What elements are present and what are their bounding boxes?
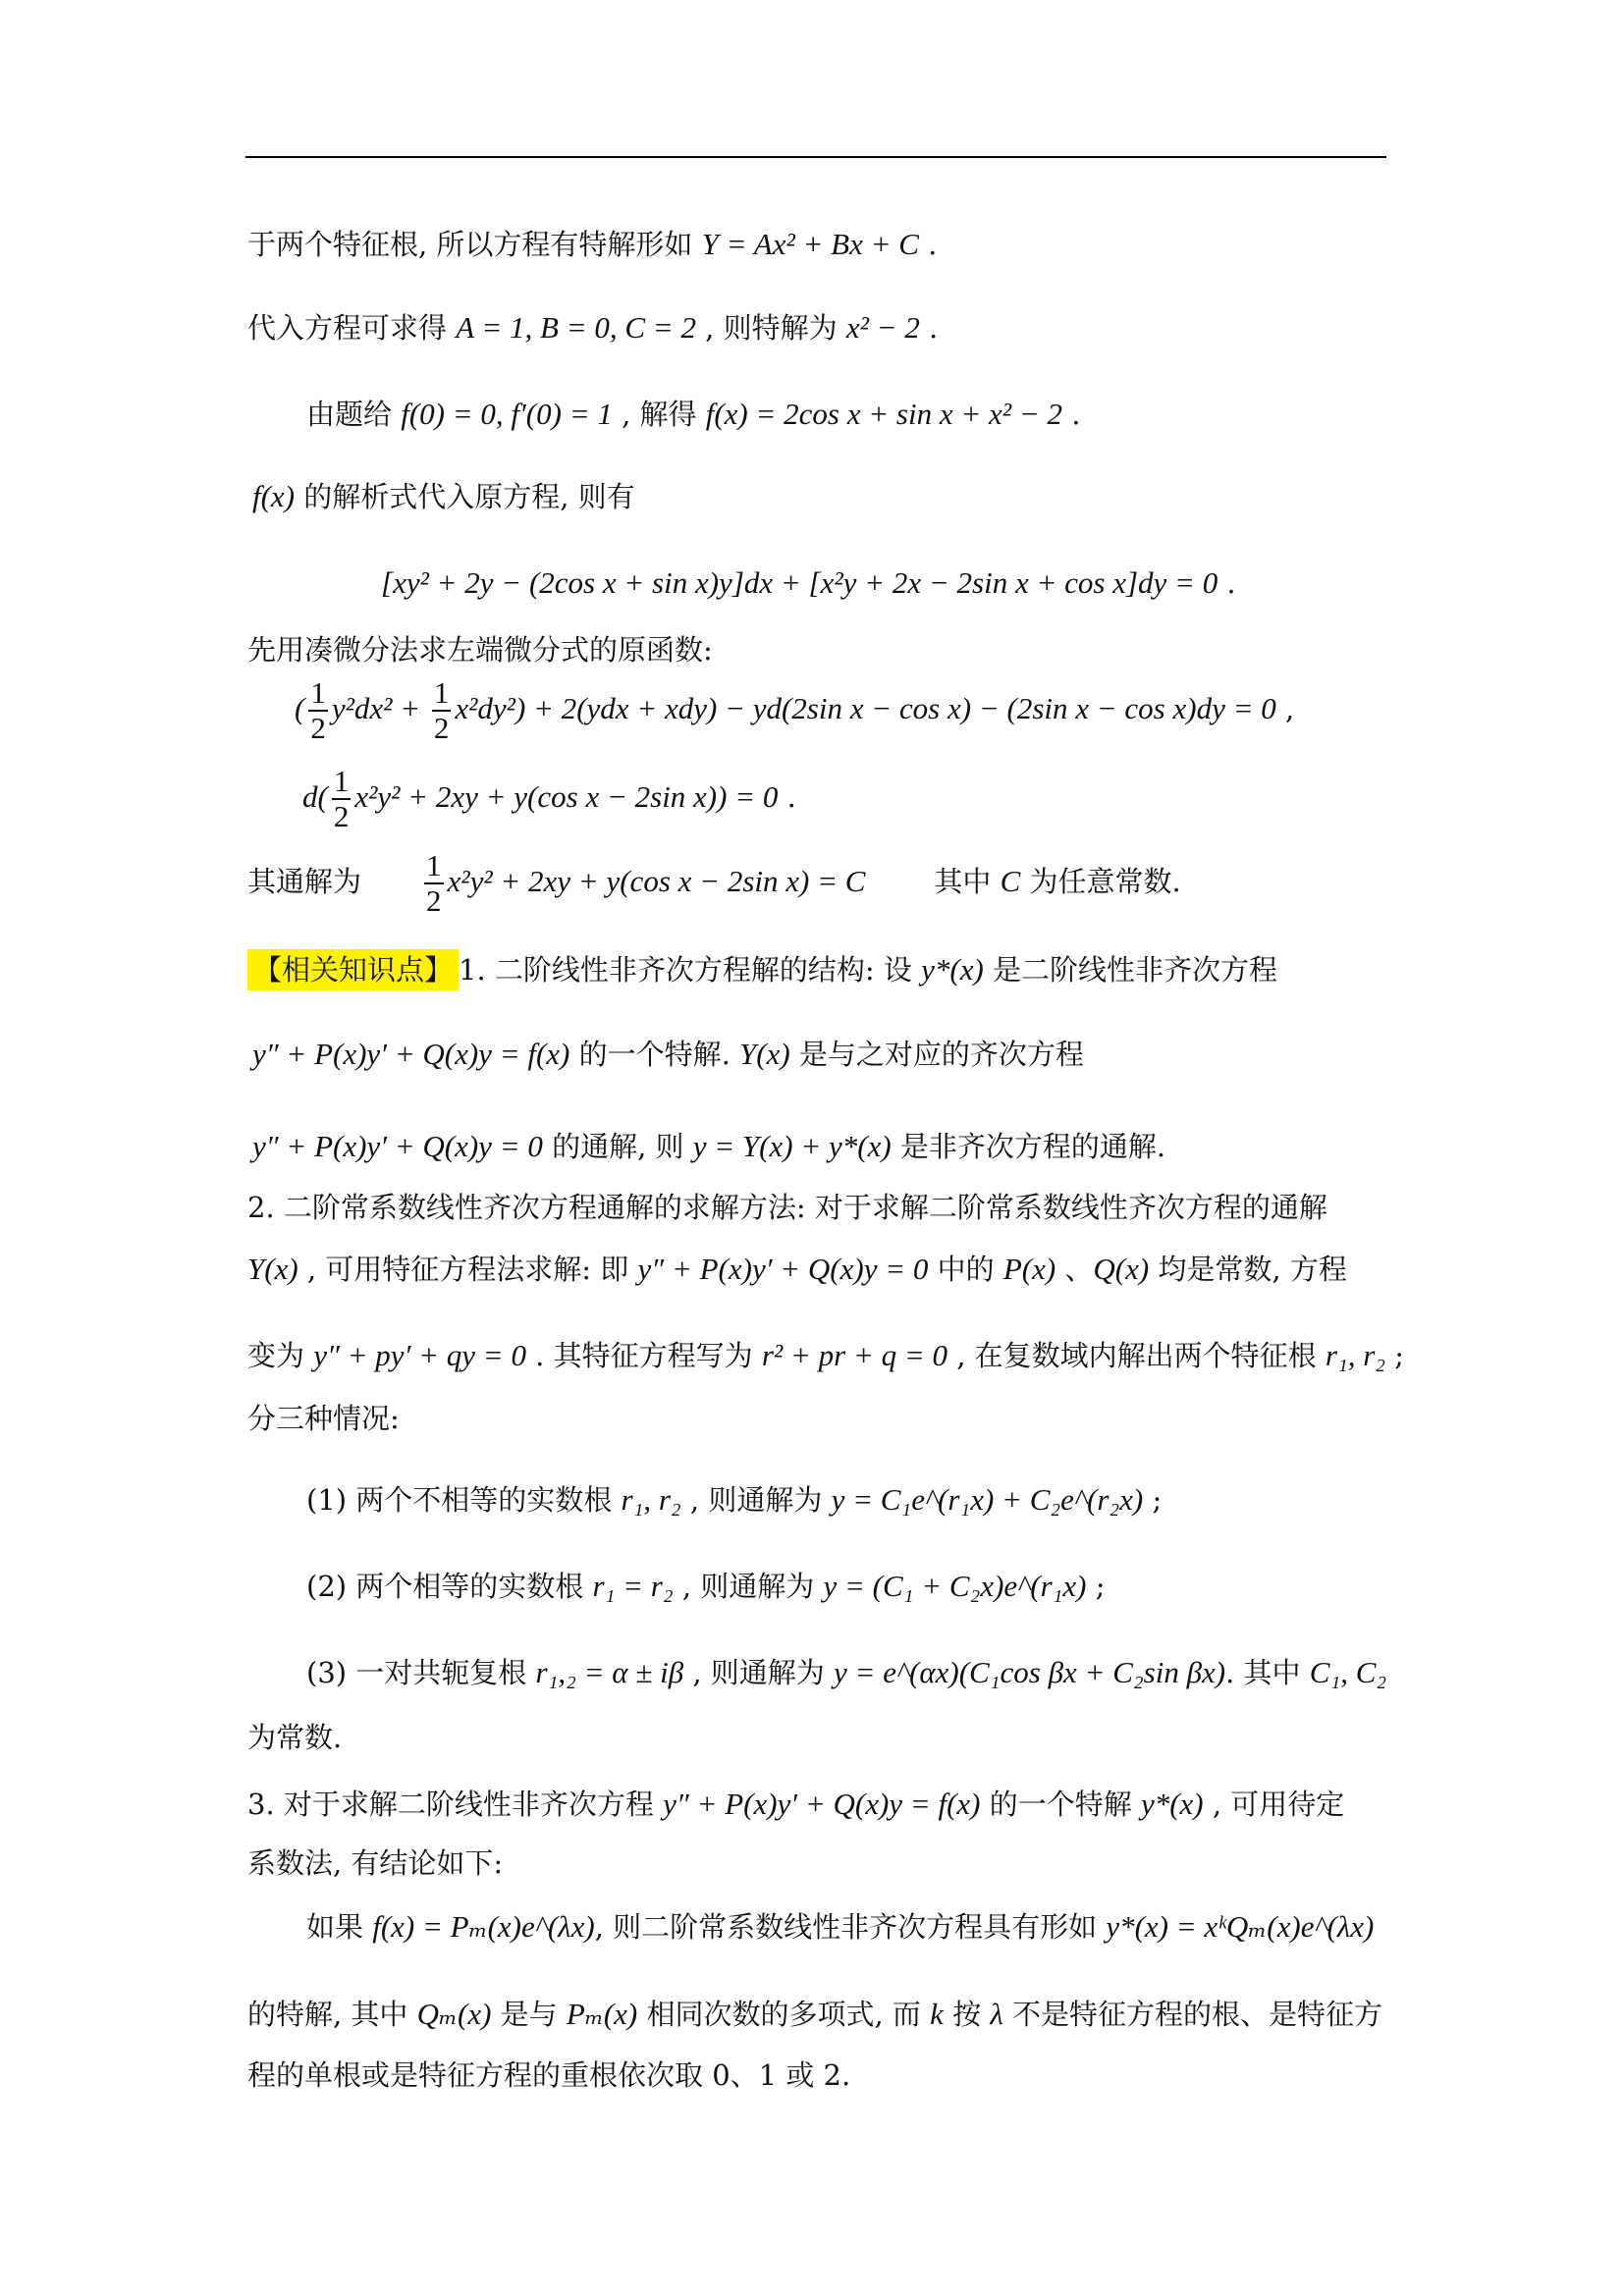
text-line: 【相关知识点】 1. 二阶线性非齐次方程解的结构: 设 y*(x) 是二阶线性非齐次方程 [247, 950, 1386, 989]
text-line: 3. 对于求解二阶线性非齐次方程 y″ + P(x)y′ + Q(x)y = f(x) 的一个特解 y*(x) , 可用待定 [247, 1787, 1345, 1821]
formula: f(x) = Pₘ(x)e^(λx) [372, 1909, 595, 1944]
fraction: $\frac{1}{2}$ [433, 675, 450, 745]
fraction: $\frac{1}{2}$ [310, 675, 326, 745]
formula: y″ + P(x)y′ + Q(x)y = 0 [252, 1129, 543, 1163]
knowledge-point-badge: 【相关知识点】 [247, 949, 459, 990]
formula: r₁, r₂ [621, 1482, 681, 1517]
formula: Y = Ax² + Bx + C [701, 227, 919, 261]
formula: y*(x) [921, 952, 984, 987]
formula: y = C₁e^(r₁x) + C₂e^(r₂x) [831, 1482, 1144, 1517]
text-line: 先用凑微分法求左端微分式的原函数: [247, 633, 713, 667]
text-line: 2. 二阶常系数线性齐次方程通解的求解方法: 对于求解二阶常系数线性齐次方程的通解 [247, 1191, 1327, 1224]
fraction: $\frac{1}{2}$ [426, 848, 442, 918]
text-line: 程的单根或是特征方程的重根依次取 0、1 或 2. [247, 2058, 851, 2092]
text-line: y″ + P(x)y′ + Q(x)y = f(x) 的一个特解. Y(x) 是与之对应的齐次方程 [252, 1037, 1084, 1071]
formula: [xy² + 2y − (2cos x + sin x)y]dx + [x²y + 2x − 2sin x + cos x]dy = 0 [381, 565, 1218, 600]
formula: A = 1, B = 0, C = 2 [456, 310, 696, 345]
text-line: 系数法, 有结论如下: [247, 1846, 504, 1880]
formula: x² − 2 [845, 310, 920, 345]
formula: r² + pr + q = 0 [761, 1338, 948, 1372]
display-equation: [xy² + 2y − (2cos x + sin x)y]dx + [x²y + 2x − 2sin x + cos x]dy = 0 . [381, 565, 1236, 600]
formula: Y(x) [739, 1037, 790, 1071]
text-line: f(x) 的解析式代入原方程, 则有 [252, 479, 635, 513]
text-line: (1) 两个不相等的实数根 r₁, r₂ , 则通解为 y = C₁e^(r₁x) + C₂e^(r₂x) ; [306, 1482, 1163, 1517]
formula: y″ + P(x)y′ + Q(x)y = f(x) [252, 1037, 570, 1071]
text-line: 的特解, 其中 Qₘ(x) 是与 Pₘ(x) 相同次数的多项式, 而 k 按 λ 不是特征方程的根、是特征方 [247, 1997, 1383, 2031]
formula: y″ + P(x)y′ + Q(x)y = 0 [637, 1252, 929, 1286]
text-line: y″ + P(x)y′ + Q(x)y = 0 的通解, 则 y = Y(x) + y*(x) 是非齐次方程的通解. [252, 1129, 1166, 1163]
formula: y*(x) = xᵏQₘ(x)e^(λx) [1106, 1909, 1375, 1944]
header-rule [245, 156, 1386, 158]
display-equation: ( $\frac{1}{2}$ y²dx² + $\frac{1}{2}$ x²dy²) + 2(ydx + xdy) − yd(2sin x − cos x) − (2sin x − cos x)dy = 0 , [295, 675, 1295, 745]
fraction: $\frac{1}{2}$ [333, 764, 350, 833]
formula: r₁ = r₂ [592, 1569, 674, 1603]
text-line: 由题给 f(0) = 0, f′(0) = 1 , 解得 f(x) = 2cos x + sin x + x² − 2 . [306, 397, 1081, 431]
text-line: Y(x) , 可用特征方程法求解: 即 y″ + P(x)y′ + Q(x)y = 0 中的 P(x) 、Q(x) 均是常数, 方程 [247, 1252, 1347, 1286]
formula: y = e^(αx)(C₁cos βx + C₂sin βx) [834, 1655, 1226, 1689]
text-line: 于两个特征根, 所以方程有特解形如 Y = Ax² + Bx + C . [247, 227, 938, 261]
formula: y = (C₁ + C₂x)e^(r₁x) [823, 1569, 1087, 1603]
formula: f(0) = 0, f′(0) = 1 [401, 397, 613, 431]
formula: f(x) [252, 479, 296, 513]
text-line: 其通解为 $\frac{1}{2}$ x²y² + 2xy + y(cos x − 2sin x) = C 其中 C 为任意常数. [247, 848, 1181, 918]
formula: Y(x) [247, 1252, 298, 1286]
text-line: (2) 两个相等的实数根 r₁ = r₂ , 则通解为 y = (C₁ + C₂x)e^(r₁x) ; [306, 1569, 1106, 1603]
formula: r₁,₂ = α ± iβ [535, 1655, 684, 1689]
text-line: 为常数. [247, 1721, 343, 1754]
formula: y*(x) [1140, 1787, 1204, 1821]
formula: x²y² + 2xy + y(cos x − 2sin x) = C [447, 864, 866, 898]
text-line: (3) 一对共轭复根 r₁,₂ = α ± iβ , 则通解为 y = e^(αx)(C₁cos βx + C₂sin βx). 其中 C₁, C₂ [306, 1655, 1387, 1689]
formula: y″ + P(x)y′ + Q(x)y = f(x) [663, 1787, 981, 1821]
text-line: 分三种情况: [247, 1402, 400, 1435]
formula: y = Y(x) + y*(x) [692, 1129, 892, 1163]
display-equation: d( $\frac{1}{2}$ x²y² + 2xy + y(cos x − 2sin x)) = 0 . [302, 764, 796, 833]
text-line: 代入方程可求得 A = 1, B = 0, C = 2 , 则特解为 x² − 2 . [247, 310, 939, 345]
formula: f(x) = 2cos x + sin x + x² − 2 [705, 397, 1063, 431]
formula: y″ + py′ + qy = 0 [313, 1338, 526, 1372]
text-line: 如果 f(x) = Pₘ(x)e^(λx), 则二阶常系数线性非齐次方程具有形如 y*(x) = xᵏQₘ(x)e^(λx) [306, 1909, 1375, 1944]
text-line: 变为 y″ + py′ + qy = 0 . 其特征方程写为 r² + pr + q = 0 , 在复数域内解出两个特征根 r₁, r₂ ; [247, 1338, 1405, 1372]
